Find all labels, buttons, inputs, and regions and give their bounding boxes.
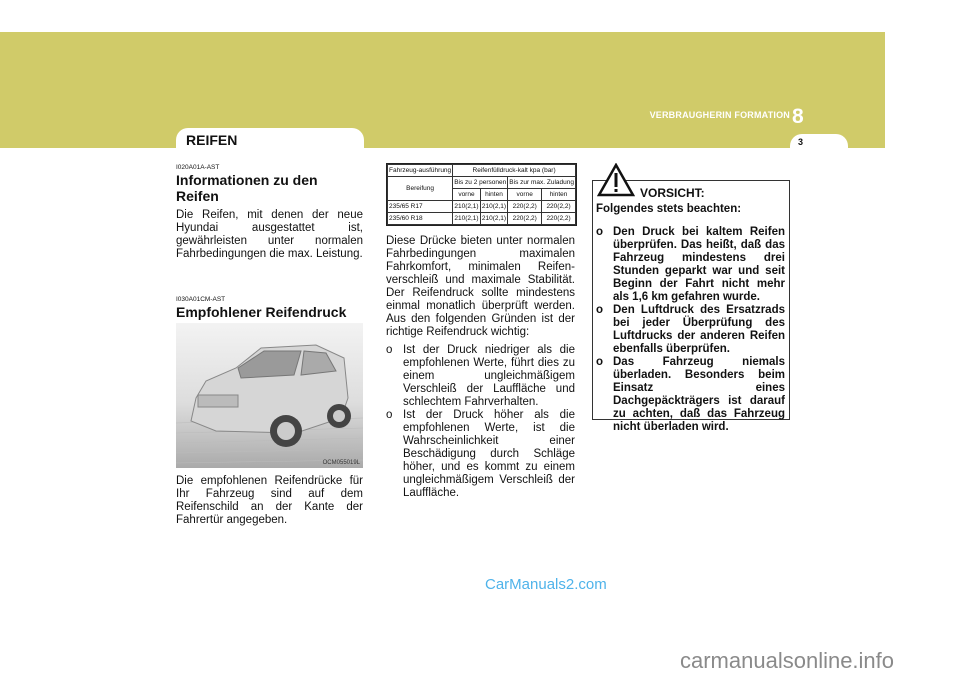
table-row [388, 201, 576, 213]
list-item [596, 304, 785, 356]
bullet: o [596, 226, 604, 238]
table-header: vorne [508, 189, 542, 201]
paragraph-tire-label: Die empfohlenen Reifendrücke für Ihr Fahrzeug sind auf dem Reifenschild an der Kante der Fahrertür angegeben. [176, 475, 363, 526]
warning-body [596, 203, 785, 434]
header-band [0, 32, 885, 148]
pressure-cell: 220(2,2) [508, 213, 542, 225]
table-row [388, 213, 576, 225]
section-title: REIFEN [186, 132, 238, 148]
warning-intro: Folgendes stets beachten: [596, 203, 742, 215]
list-item [596, 356, 785, 434]
bullet: o [386, 344, 393, 356]
pressure-cell: 210(2,1) [480, 213, 508, 225]
page-tab [790, 134, 848, 150]
list-item [596, 226, 785, 304]
tire-pressure-table [386, 163, 577, 226]
page-number: 3 [798, 137, 804, 147]
pressure-cell: 210(2,1) [453, 201, 481, 213]
image-code: OCM055019L [322, 460, 360, 466]
section-code: I030A01CM-AST [176, 296, 226, 303]
heading-pressure: Empfohlener Reifendruck [176, 304, 347, 320]
list-item-text: Das Fahrzeug niemals überladen. Besonders beim Einsatz eines Dachgepäckträgers ist darauf zu achten, daß das Fahrzeug nicht überladen wird. [613, 356, 785, 433]
pressure-cell: 210(2,1) [480, 201, 508, 213]
watermark-footer: carmanualsonline.info [680, 648, 895, 673]
pressure-cell: 210(2,1) [453, 213, 481, 225]
list-item [386, 344, 575, 409]
table-header: Bereifung [388, 177, 453, 201]
table-header: Reifenfülldruck-kalt kpa (bar) [453, 165, 576, 177]
section-tab [176, 128, 364, 150]
chapter-title: VERBRAUGHERIN FORMATION [649, 110, 790, 120]
table-header: Bis zur max. Zuladung [508, 177, 576, 189]
chapter-number: 8 [792, 105, 804, 128]
list-item [386, 409, 575, 500]
paragraph-tire-info: Die Reifen, mit denen der neue Hyundai ausgestattet ist, gewährleisten unter normalen Fahrbedingungen die max. Leistung. [176, 209, 363, 260]
heading-tire-info: Informationen zu den Reifen [176, 172, 318, 204]
table-header: Bis zu 2 personen [453, 177, 508, 189]
middle-column [386, 235, 575, 500]
car-icon [176, 323, 363, 468]
section-code: I020A01A-AST [176, 164, 220, 171]
pressure-cell: 220(2,2) [542, 201, 576, 213]
tire-size: 235/60 R18 [388, 213, 453, 225]
list-item-text: Den Druck bei kaltem Reifen überprüfen. Das heißt, daß das Fahrzeug mindestens drei Stunden geparkt war und seit Beginn der Fahrt nicht mehr als 1,6 km gefahren wurde. [613, 226, 785, 303]
watermark-link[interactable]: CarManuals2.com [485, 576, 607, 593]
list-item-text: Ist der Druck niedriger als die empfohlenen Werte, führt dies zu einem ungleichmäßigem Verschleiß der Lauffläche und schlechtem Fahrverhalten. [403, 344, 575, 408]
bullet: o [596, 304, 604, 316]
left-column [176, 164, 363, 261]
paragraph-pressure-importance: Diese Drücke bieten unter normalen Fahrbedingungen maximalen Fahrkomfort, minimalen Reifen-verschleiß und maximale Stabilität. Der Reifendruck sollte mindestens einmal monatlich überprüft werden. Aus den folgenden Gründen ist der richtige Reifendruck wichtig: [386, 235, 575, 338]
warning-title: VORSICHT: [640, 186, 705, 200]
bullet: o [596, 356, 604, 368]
table-header: vorne [453, 189, 481, 201]
pressure-section [176, 296, 363, 325]
warning-triangle-icon [597, 163, 635, 197]
tire-size: 235/65 R17 [388, 201, 453, 213]
list-item-text: Den Luftdruck des Ersatzrads bei jeder Überprüfung des Luftdrucks der anderen Reifen ebenfalls überprüfen. [613, 304, 785, 355]
pressure-cell: 220(2,2) [508, 201, 542, 213]
table-header: Fahrzeug-ausführung [388, 165, 453, 177]
car-illustration [176, 323, 363, 468]
list-item-text: Ist der Druck höher als die empfohlenen Werte, ist die Wahrscheinlichkeit einer Beschädigung durch Schläge höher, und es kommt zu einem ungleichmäßigem Verschleiß der Lauffläche. [403, 409, 575, 499]
bullet: o [386, 409, 393, 421]
table-header: hinten [480, 189, 508, 201]
pressure-cell: 220(2,2) [542, 213, 576, 225]
table-header: hinten [542, 189, 576, 201]
